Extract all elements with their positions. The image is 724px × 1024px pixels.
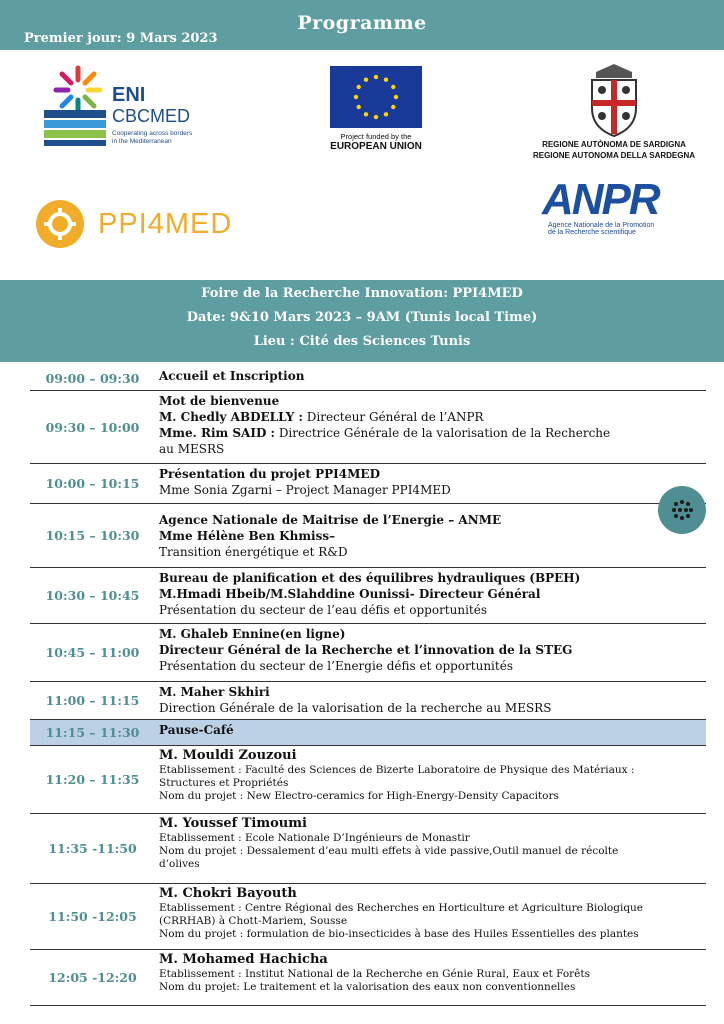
header-bar xyxy=(0,0,724,50)
speaker-role: Directeur Général de la Recherche et l’innovation de la STEG xyxy=(159,643,573,657)
institution-line: Etablissement : Centre Régional des Recherches en Horticulture et Agriculture Biologique xyxy=(159,902,644,914)
project-line: Nom du projet : New Electro-ceramics for High-Energy-Density Capacitors xyxy=(159,790,559,802)
eni-line1: ENI xyxy=(112,84,146,106)
speaker-name: M. Ghaleb Ennine(en ligne) xyxy=(159,627,346,641)
table-row xyxy=(30,746,706,814)
row-title: Présentation du projet PPI4MED xyxy=(159,467,380,481)
event-name: Foire de la Recherche Innovation: PPI4MED xyxy=(201,286,523,301)
speaker-name: Mme. Rim SAID : xyxy=(159,426,275,440)
row-detail: Transition énergétique et R&D xyxy=(159,545,348,559)
institution-line: Etablissement : Ecole Nationale D’Ingénieurs de Monastir xyxy=(159,832,470,844)
time-slot: 09:00 – 09:30 xyxy=(45,370,140,386)
row-content xyxy=(159,720,706,740)
sardegna-shield-icon xyxy=(574,62,654,138)
table-row xyxy=(30,391,706,464)
table-row-pause xyxy=(30,720,706,746)
row-content xyxy=(159,504,706,562)
eni-tagline-2: in the Mediterranean xyxy=(112,138,172,145)
schedule-table xyxy=(30,366,706,1006)
table-row xyxy=(30,624,706,682)
time-slot: 11:50 -12:05 xyxy=(48,909,137,924)
sardegna-caption-1: REGIONE AUTÒNOMA DE SARDIGNA xyxy=(542,140,686,149)
time-slot: 10:00 – 10:15 xyxy=(45,476,140,491)
row-title: Accueil et Inscription xyxy=(159,369,305,383)
time-slot: 10:30 – 10:45 xyxy=(45,588,140,603)
eni-wheel-icon xyxy=(52,64,104,116)
anpr-name: ANPR xyxy=(542,175,659,224)
eni-waves-icon xyxy=(44,110,106,146)
speaker-role-cont: au MESRS xyxy=(159,442,225,456)
table-row xyxy=(30,464,706,504)
speaker-name: M. Chokri Bayouth xyxy=(159,886,297,901)
row-content xyxy=(159,814,706,873)
time-slot: 11:00 – 11:15 xyxy=(45,693,140,708)
eni-cbcmed-logo xyxy=(44,64,214,154)
speaker-line xyxy=(159,409,706,425)
ppi4med-name: PPI4MED xyxy=(98,208,233,240)
dots-grid-icon xyxy=(658,486,706,534)
table-row xyxy=(30,884,706,950)
time-slot: 11:15 – 11:30 xyxy=(45,725,140,740)
speaker-name: M. Chedly ABDELLY : xyxy=(159,410,303,424)
table-row xyxy=(30,568,706,624)
time-slot: 10:45 – 11:00 xyxy=(45,645,140,660)
row-title: Bureau de planification et des équilibres hydrauliques (BPEH) xyxy=(159,571,581,585)
anpr-sub-2: de la Recherche scientifique xyxy=(548,229,636,236)
sardegna-caption-2: REGIONE AUTONOMA DELLA SARDEGNA xyxy=(532,151,696,160)
project-line: Nom du projet : Dessalement d’eau multi effets à vide passive,Outil manuel de récolte xyxy=(159,845,619,857)
institution-line: Etablissement : Faculté des Sciences de Bizerte Laboratoire de Physique des Matériaux : xyxy=(159,764,635,776)
row-detail: Mme Sonia Zgarni – Project Manager PPI4MED xyxy=(159,483,451,497)
speaker-name: M. Youssef Timoumi xyxy=(159,816,307,831)
event-location: Lieu : Cité des Sciences Tunis xyxy=(253,334,471,349)
eni-tagline xyxy=(112,130,212,146)
speaker-line xyxy=(159,425,706,441)
time-slot: 10:15 – 10:30 xyxy=(45,528,140,543)
page-title: Programme xyxy=(297,12,427,34)
table-row xyxy=(30,366,706,391)
row-detail: Présentation du secteur de l’Energie défis et opportunités xyxy=(159,659,513,673)
project-line-cont: d’olives xyxy=(159,858,200,870)
time-slot: 12:05 -12:20 xyxy=(48,970,137,985)
day-label: Premier jour: 9 Mars 2023 xyxy=(24,31,218,46)
row-content xyxy=(159,464,706,500)
eni-line2: CBCMED xyxy=(112,106,191,126)
project-line: Nom du projet: Le traitement et la valorisation des eaux non conventionnelles xyxy=(159,981,576,993)
table-row xyxy=(30,814,706,884)
eu-caption-2: EUROPEAN UNION xyxy=(330,141,422,152)
dots-menu-button[interactable] xyxy=(658,486,706,534)
event-info-band xyxy=(0,280,724,362)
row-content xyxy=(159,366,706,386)
row-content xyxy=(159,624,706,676)
ppi4med-logo xyxy=(36,200,266,250)
eu-logo xyxy=(330,66,430,162)
institution-line-cont: (CRRHAB) à Chott-Mariem, Sousse xyxy=(159,915,348,927)
sardegna-logo xyxy=(524,62,704,162)
time-slot: 11:35 -11:50 xyxy=(48,841,137,856)
row-detail: Direction Générale de la valorisation de la recherche au MESRS xyxy=(159,701,552,715)
speaker-name: Mme Hélène Ben Khmiss– xyxy=(159,529,336,543)
speaker-name: M.Hmadi Hbeib/M.Slahddine Ounissi- Directeur Général xyxy=(159,587,541,601)
row-title: Pause-Café xyxy=(159,723,234,737)
anpr-logo xyxy=(542,175,692,258)
row-content xyxy=(159,746,706,805)
row-content xyxy=(159,568,706,620)
project-line: Nom du projet : formulation de bio-insecticides à base des Huiles Essentielles des plantes xyxy=(159,928,639,940)
row-content xyxy=(159,391,706,459)
gear-icon xyxy=(36,200,84,248)
speaker-name: M. Mohamed Hachicha xyxy=(159,952,328,967)
row-content xyxy=(159,950,706,996)
speaker-role: Directrice Générale de la valorisation de la Recherche xyxy=(278,426,611,440)
time-slot: 09:30 – 10:00 xyxy=(45,419,140,435)
time-slot: 11:20 – 11:35 xyxy=(45,772,140,787)
row-detail: Présentation du secteur de l’eau défis et opportunités xyxy=(159,603,488,617)
table-row xyxy=(30,682,706,720)
row-content xyxy=(159,682,706,718)
institution-line: Etablissement : Institut National de la Recherche en Génie Rural, Eaux et Forêts xyxy=(159,968,590,980)
row-content xyxy=(159,884,706,943)
table-row xyxy=(30,950,706,1006)
eni-tagline-1: Cooperating across borders xyxy=(112,130,193,137)
speaker-role: Directeur Général de l’ANPR xyxy=(306,410,484,424)
institution-line-cont: Structures et Propriétés xyxy=(159,777,289,789)
eu-caption-1: Project funded by the xyxy=(340,132,412,141)
table-row xyxy=(30,504,706,568)
eu-flag-icon xyxy=(330,66,422,128)
event-date: Date: 9&10 Mars 2023 – 9AM (Tunis local Time) xyxy=(186,310,538,325)
row-title: Mot de bienvenue xyxy=(159,394,280,408)
row-title: Agence Nationale de Maitrise de l’Energie – ANME xyxy=(159,513,502,527)
anpr-sub-1: Agence Nationale de la Promotion xyxy=(548,222,655,229)
speaker-name: M. Mouldi Zouzoui xyxy=(159,748,297,763)
speaker-name: M. Maher Skhiri xyxy=(159,685,270,699)
